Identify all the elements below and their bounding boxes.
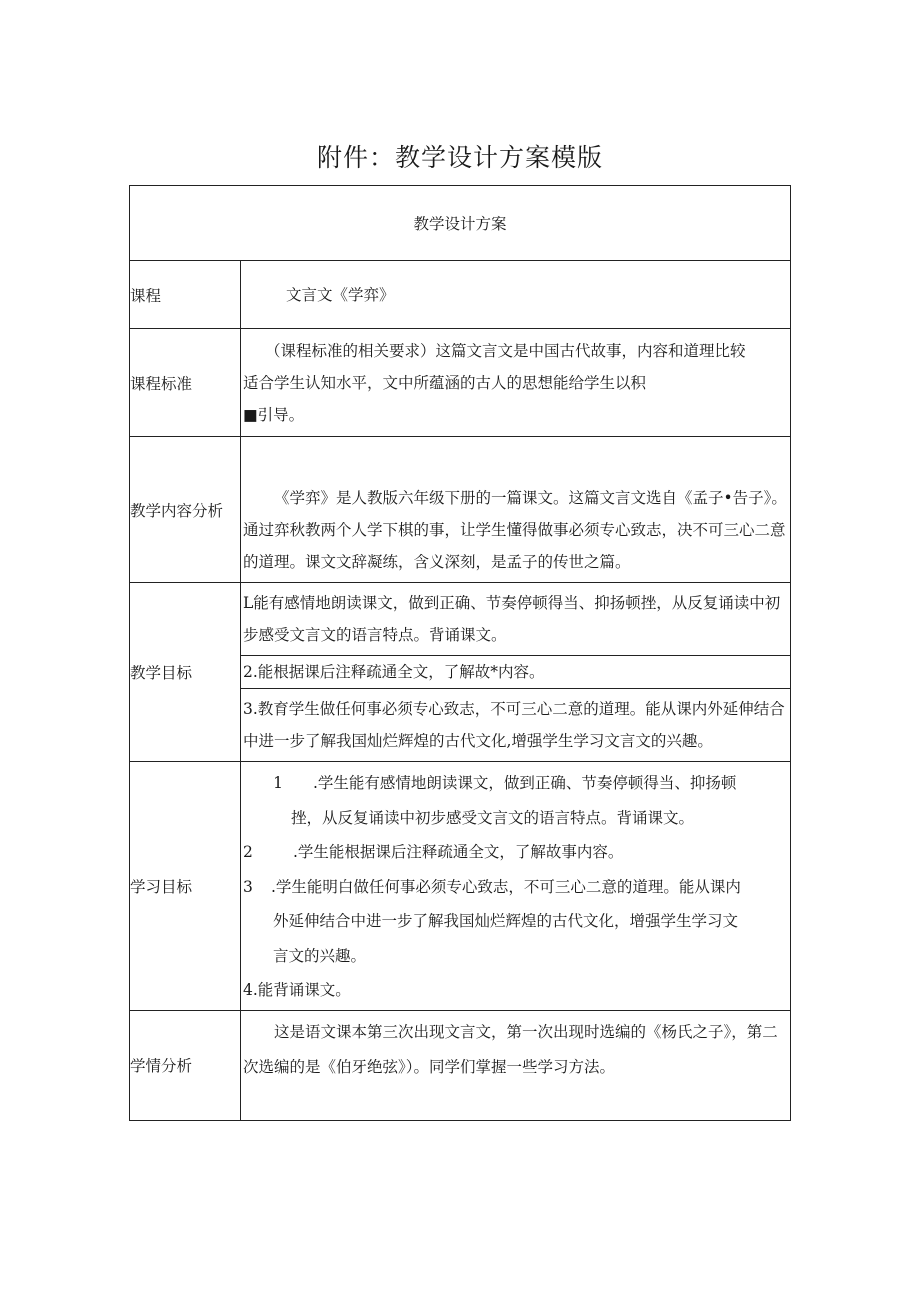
learning-goal-3-line-3: 言文的兴趣。	[273, 946, 367, 965]
learning-goals-row	[130, 762, 791, 1011]
standard-line-1: （课程标准的相关要求）这篇文言文是中国古代故事，内容和道理比较	[265, 341, 746, 360]
learning-goal-1	[243, 766, 788, 801]
learning-goal-4: 4.能背诵课文。	[243, 981, 351, 999]
standard-label: 课程标准	[130, 329, 241, 437]
learning-goals-list	[241, 762, 790, 1010]
learning-goal-2	[243, 835, 788, 870]
student-analysis-label: 学情分析	[130, 1010, 241, 1120]
learning-goal-3	[243, 870, 788, 905]
table-header: 教学设计方案	[130, 186, 791, 261]
content-analysis-text: 《学弈》是人教版六年级下册的一篇课文。这篇文言文选自《孟子•告子》。通过弈秋教两个人学下棋的事，让学生懂得做事必须专心致志，决不可三心二意的道理。课文文辞凝练，含义深刻，是孟子的传世之篇。	[243, 489, 787, 571]
teaching-goal-1: L能有感情地朗读课文，做到正确、节奏停顿得当、抑扬顿挫，从反复诵读中初步感受文言文的语言特点。背诵课文。	[243, 594, 781, 644]
table-header-row	[130, 186, 791, 261]
learning-goal-3-number: 3	[243, 877, 253, 896]
teaching-goal-3: 3.教育学生做任何事必须专心致志，不可三心二意的道理。能从课内外延伸结合中进一步了解我国灿烂辉煌的古代文化,增强学生学习文言文的兴趣。	[241, 688, 790, 761]
standard-text	[241, 335, 790, 431]
content-analysis-label: 教学内容分析	[130, 437, 241, 583]
standard-row	[130, 329, 791, 437]
student-analysis-row	[130, 1010, 791, 1120]
teaching-goals-label: 教学目标	[130, 583, 241, 762]
course-label: 课程	[130, 261, 241, 329]
standard-line-2: 适合学生认知水平，文中所蕴涵的古人的思想能给学生以积	[243, 373, 647, 392]
learning-goal-1-line-2: 挫，从反复诵读中初步感受文言文的语言特点。背诵课文。	[291, 808, 695, 827]
course-row	[130, 261, 791, 329]
learning-goal-2-text: .学生能根据课后注释疏通全文，了解故事内容。	[293, 843, 624, 861]
content-analysis-row	[130, 437, 791, 583]
standard-line-3: ■引导。	[243, 405, 305, 424]
teaching-plan-table	[129, 185, 791, 1121]
learning-goal-3-line-1: .学生能明白做任何事必须专心致志，不可三心二意的道理。能从课内	[271, 877, 741, 896]
teaching-goal-2: 2.能根据课后注释疏通全文，了解故*内容。	[241, 655, 790, 688]
learning-goal-1-line-1: .学生能有感情地朗读课文，做到正确、节奏停顿得当、抑扬顿	[313, 774, 737, 792]
teaching-goals-row	[130, 583, 791, 762]
course-value: 文言文《学弈》	[286, 285, 395, 304]
learning-goals-label: 学习目标	[130, 762, 241, 1011]
learning-goal-1-number: 1	[273, 774, 283, 792]
student-analysis-text: 这是语文课本第三次出现文言文，第一次出现时选编的《杨氏之子》，第二次选编的是《伯牙绝弦》）。同学们掌握一些学习方法。	[243, 1022, 778, 1076]
page-title: 附件：教学设计方案模版	[316, 143, 603, 172]
learning-goal-2-number: 2	[243, 843, 253, 861]
learning-goal-3-line-2: 外延伸结合中进一步了解我国灿烂辉煌的古代文化，增强学生学习文	[273, 912, 739, 930]
